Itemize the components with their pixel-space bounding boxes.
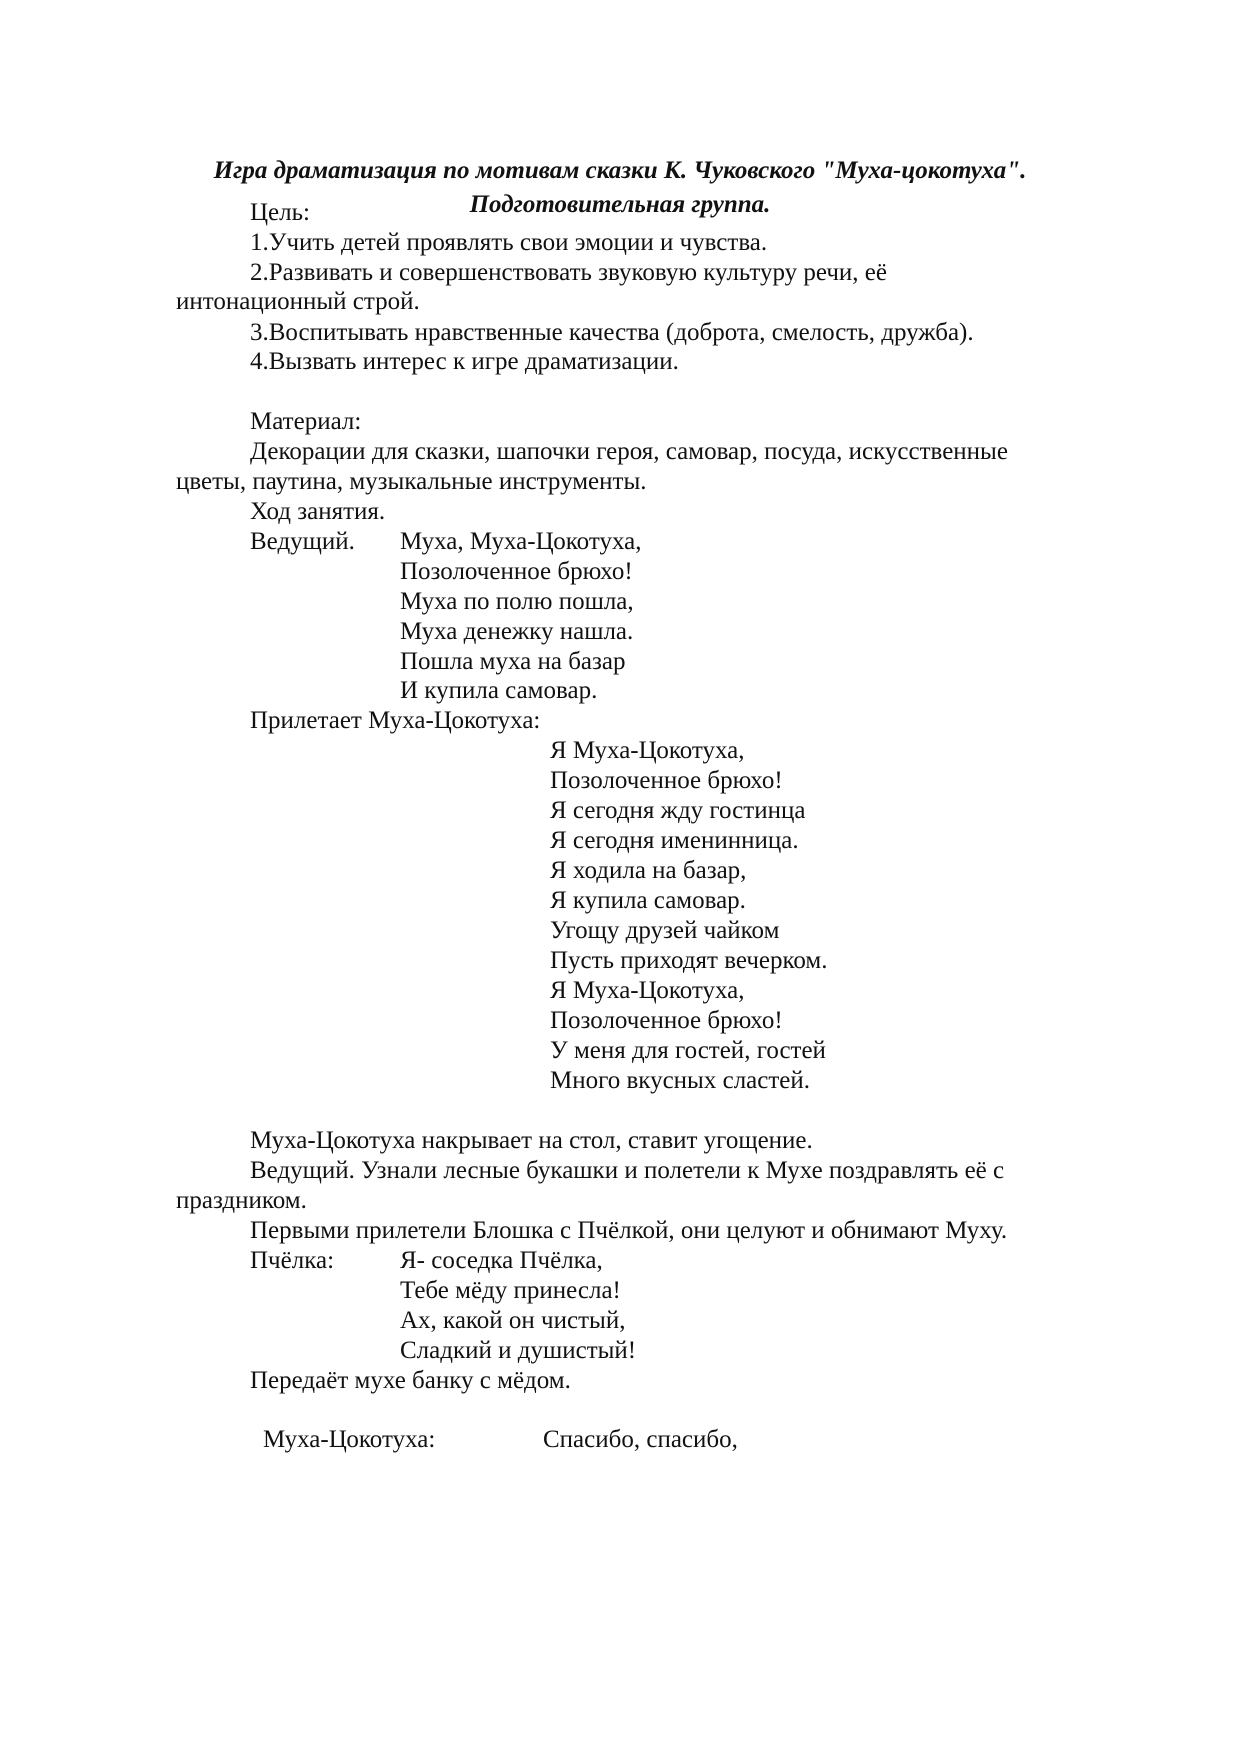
material-text: цветы, паутина, музыкальные инструменты. xyxy=(176,468,647,495)
fly-verse-line: Позолоченное брюхо! xyxy=(550,1007,783,1034)
stage-direction: Первыми прилетели Блошка с Пчёлкой, они целуют и обнимают Муху. xyxy=(250,1217,1008,1244)
host-speech: праздником. xyxy=(176,1187,307,1214)
fly-verse-line: Я Муха-Цокотуха, xyxy=(550,737,745,764)
fly-verse-line: Я ходила на базар, xyxy=(550,857,747,884)
material-text: Декорации для сказки, шапочки героя, самовар, посуда, искусственные xyxy=(250,438,1008,465)
stage-direction: Прилетает Муха-Цокотуха: xyxy=(250,707,541,734)
host-verse-line: И купила самовар. xyxy=(400,677,598,704)
fly-verse-line: Я сегодня именинница. xyxy=(550,827,799,854)
document-subtitle: Подготовительная группа. xyxy=(469,191,771,218)
fly-reply-line: Спасибо, спасибо, xyxy=(543,1426,738,1453)
goal-item: 2.Развивать и совершенствовать звуковую культуру речи, её xyxy=(250,259,887,286)
fly-verse-line: Пусть приходят вечерком. xyxy=(550,947,828,974)
bee-verse-line: Сладкий и душистый! xyxy=(400,1337,637,1364)
bee-verse-line: Ах, какой он чистый, xyxy=(400,1307,626,1334)
goal-item: 1.Учить детей проявлять свои эмоции и чувства. xyxy=(250,229,768,256)
host-verse-line: Позолоченное брюхо! xyxy=(400,558,633,585)
fly-verse-line: Много вкусных сластей. xyxy=(550,1067,811,1094)
fly-verse-line: Позолоченное брюхо! xyxy=(550,767,783,794)
fly-verse-line: Я купила самовар. xyxy=(550,887,746,914)
fly-verse-line: Угощу друзей чайком xyxy=(550,917,780,944)
fly-verse-line: Я сегодня жду гостинца xyxy=(550,797,806,824)
document-title: Игра драматизация по мотивам сказки К. Чуковского "Муха-цокотуха". xyxy=(213,157,1027,184)
host-verse-line: Муха по полю пошла, xyxy=(400,588,634,615)
fly-label: Муха-Цокотуха: xyxy=(263,1426,436,1453)
goal-item: интонационный строй. xyxy=(176,288,420,315)
host-label: Ведущий. xyxy=(250,528,355,555)
host-verse-line: Муха, Муха-Цокотуха, xyxy=(400,528,642,555)
fly-verse-line: Я Муха-Цокотуха, xyxy=(550,977,745,1004)
material-heading: Материал: xyxy=(250,408,362,435)
stage-direction: Передаёт мухе банку с мёдом. xyxy=(250,1367,571,1394)
fly-verse-line: У меня для гостей, гостей xyxy=(550,1037,826,1064)
lesson-heading: Ход занятия. xyxy=(250,498,386,525)
stage-direction: Муха-Цокотуха накрывает на стол, ставит угощение. xyxy=(250,1127,813,1154)
goal-item: 3.Воспитывать нравственные качества (доброта, смелость, дружба). xyxy=(250,319,974,346)
bee-label: Пчёлка: xyxy=(250,1247,335,1274)
host-speech: Ведущий. Узнали лесные букашки и полетели к Мухе поздравлять её с xyxy=(250,1157,1005,1184)
goal-heading: Цель: xyxy=(250,199,310,226)
bee-verse-line: Тебе мёду принесла! xyxy=(400,1277,621,1304)
goal-item: 4.Вызвать интерес к игре драматизации. xyxy=(250,348,679,375)
host-verse-line: Пошла муха на базар xyxy=(400,648,626,675)
host-verse-line: Муха денежку нашла. xyxy=(400,618,634,645)
bee-verse-line: Я- соседка Пчёлка, xyxy=(400,1247,603,1274)
